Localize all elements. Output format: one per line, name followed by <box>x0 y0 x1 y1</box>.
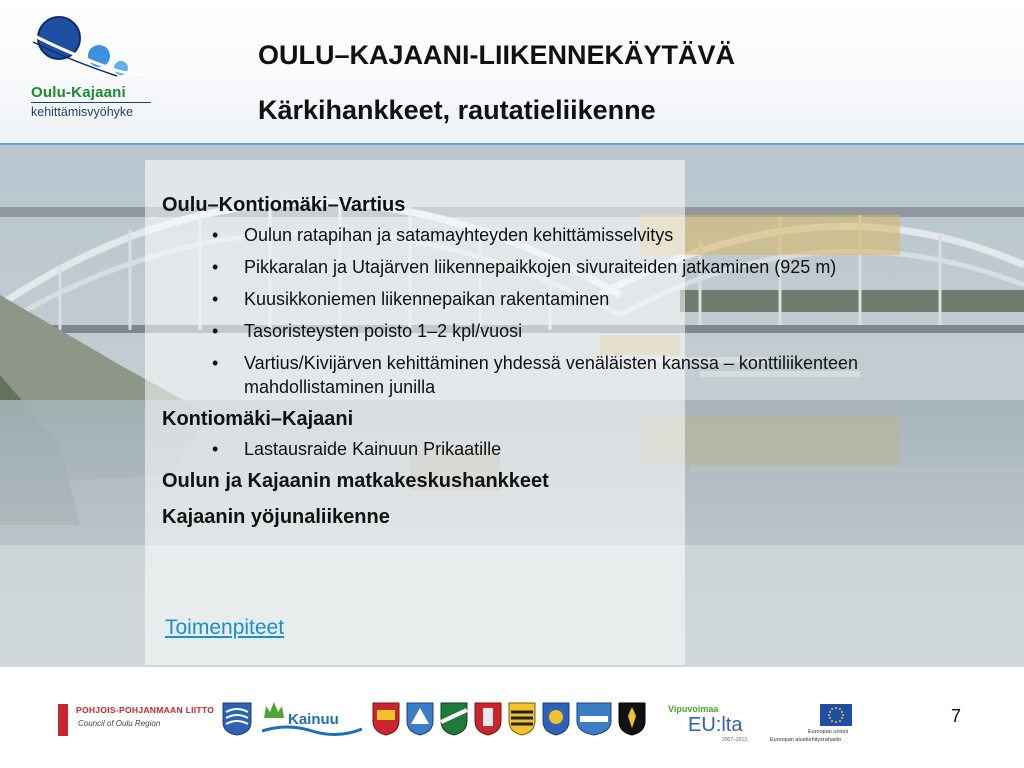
bullet-item <box>162 287 882 311</box>
page-number: 7 <box>951 706 962 726</box>
logo-name: Oulu-Kajaani <box>31 84 126 101</box>
bullet-text: Lastausraide Kainuun Prikaatille <box>244 439 502 459</box>
bullet-text: Oulun ratapihan ja satamayhteyden kehittämisselvitys <box>244 225 674 245</box>
bullet-item <box>162 319 882 343</box>
eu-label: Euroopan unioni <box>808 729 849 735</box>
slide-header <box>0 0 1024 145</box>
coat-of-arms-icon <box>474 702 502 736</box>
bullet-text: Pikkaralan ja Utajärven liikennepaikkojen sivuraiteiden jatkaminen (925 m) <box>244 257 837 277</box>
section-heading: Kontiomäki–Kajaani <box>162 408 354 430</box>
council-logo-mark-icon <box>58 704 68 736</box>
eulta-label: EU:lta <box>688 714 743 736</box>
bullet-text: Kuusikkoniemen liikennepaikan rakentaminen <box>244 289 610 309</box>
bullet-item <box>162 437 882 461</box>
slide-title: OULU–KAJAANI-LIIKENNEKÄYTÄVÄ <box>258 40 736 70</box>
bullet-item <box>162 223 882 247</box>
bullet-icon: • <box>212 289 219 309</box>
bullet-icon: • <box>212 439 219 459</box>
bullet-icon: • <box>212 321 219 341</box>
slide-content <box>162 193 882 529</box>
logo-subtitle: kehittämisvyöhyke <box>31 105 134 119</box>
bullet-list <box>162 437 882 461</box>
coat-of-arms-icon <box>576 702 612 736</box>
council-name-en: Council of Oulu Region <box>78 719 161 728</box>
coat-of-arms-icon <box>372 702 400 736</box>
toimenpiteet-link[interactable]: Toimenpiteet <box>165 616 285 639</box>
coat-of-arms-icon <box>440 702 468 736</box>
section-heading: Oulun ja Kajaanin matkakeskushankkeet <box>162 470 549 492</box>
bullet-item <box>162 351 882 399</box>
header-divider <box>0 143 1024 145</box>
coat-of-arms-icon <box>618 702 646 736</box>
bullet-icon: • <box>212 257 219 277</box>
coat-of-arms-icon <box>222 702 252 736</box>
coat-of-arms-icon <box>542 702 570 736</box>
section-heading: Oulu–Kontiomäki–Vartius <box>162 194 406 216</box>
eu-flag-icon <box>820 704 852 726</box>
bullet-item <box>162 255 882 279</box>
slide-subtitle: Kärkihankkeet, rautatieliikenne <box>258 95 656 125</box>
eulta-years: 2007–2013 <box>722 737 748 743</box>
bullet-text: Tasoristeysten poisto 1–2 kpl/vuosi <box>244 321 523 341</box>
kainuu-logo-label: Kainuu <box>288 711 339 728</box>
bullet-icon: • <box>212 225 219 245</box>
bullet-icon: • <box>212 353 219 373</box>
vipuvoimaa-label: Vipuvoimaa <box>668 704 719 714</box>
kainuu-crown-icon <box>262 700 286 720</box>
bullet-text: Vartius/Kivijärven kehittäminen yhdessä venäläisten kanssa – konttiliikenteen mahdollistaminen junilla <box>244 353 859 397</box>
eu-fund-label: Euroopan aluekehitysrahasto <box>770 737 842 743</box>
coat-of-arms-icon <box>508 702 536 736</box>
section-heading: Kajaanin yöjunaliikenne <box>162 506 390 528</box>
slide-footer <box>0 667 1024 768</box>
logo-divider <box>31 102 151 103</box>
bullet-list <box>162 223 882 399</box>
kainuu-wave-icon <box>262 723 362 737</box>
coat-of-arms-icon <box>406 702 434 736</box>
council-name: POHJOIS-POHJANMAAN LIITTO <box>76 705 215 715</box>
